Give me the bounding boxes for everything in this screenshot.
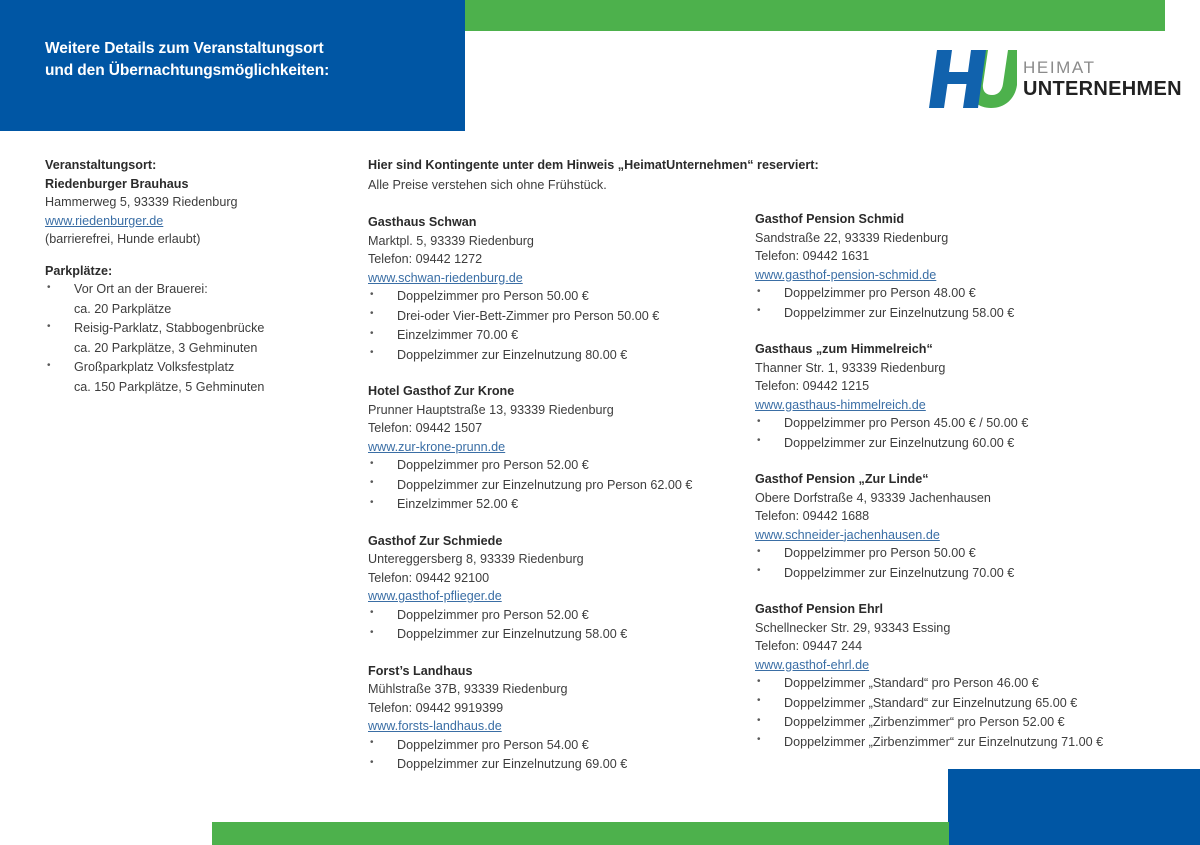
parking-item-detail: ca. 20 Parkplätze	[74, 301, 172, 316]
lodging-phone: Telefon: 09442 1272	[368, 252, 483, 266]
parking-item-title: Großparkplatz Volksfestplatz	[74, 360, 235, 375]
list-item: • Doppelzimmer pro Person 48.00 €	[755, 284, 1155, 304]
list-item: • Doppelzimmer zur Einzelnutzung 58.00 €	[755, 304, 1155, 324]
list-item: • Einzelzimmer 70.00 €	[368, 326, 743, 346]
parking-item-title: Reisig-Parklatz, Stabbogenbrücke	[74, 321, 265, 336]
top-green-accent-bar	[430, 0, 1165, 31]
reservation-headline: Hier sind Kontingente unter dem Hinweis „HeimatUnternehmen“ reserviert:	[368, 158, 819, 172]
lodging-address: Schellnecker Str. 29, 93343 Essing	[755, 620, 951, 635]
list-item: • Doppelzimmer zur Einzelnutzung 70.00 €	[755, 564, 1155, 584]
list-item: • Doppelzimmer pro Person 45.00 € / 50.00 €	[755, 414, 1155, 434]
lodging-website-link[interactable]: www.schneider-jachenhausen.de	[755, 527, 940, 542]
reservation-subline: Alle Preise verstehen sich ohne Frühstück.	[368, 177, 607, 192]
lodging-address: Prunner Hauptstraße 13, 93339 Riedenburg	[368, 402, 614, 417]
lodging-name: Gasthof Pension „Zur Linde“	[755, 472, 929, 487]
venue-name: Riedenburger Brauhaus	[45, 176, 189, 191]
venue-label: Veranstaltungsort:	[45, 158, 157, 172]
lodging-website-link[interactable]: www.forsts-landhaus.de	[368, 719, 502, 734]
lodging-phone: Telefon: 09442 1507	[368, 421, 483, 436]
lodging-rate-list	[368, 736, 743, 775]
list-item: • Drei-oder Vier-Bett-Zimmer pro Person 50.00 €	[368, 307, 743, 327]
lodging-address: Marktpl. 5, 93339 Riedenburg	[368, 233, 534, 248]
lodging-rate-list	[755, 544, 1155, 583]
list-item: • Doppelzimmer zur Einzelnutzung 69.00 €	[368, 755, 743, 775]
venue-address: Hammerweg 5, 93339 Riedenburg	[45, 195, 238, 209]
list-item	[45, 280, 345, 319]
lodging-entry	[368, 532, 743, 645]
lodging-rate-list	[368, 287, 743, 365]
list-item: • Doppelzimmer pro Person 52.00 €	[368, 606, 743, 626]
list-item: • Doppelzimmer zur Einzelnutzung 58.00 €	[368, 625, 743, 645]
lodging-website-link[interactable]: www.gasthof-pflieger.de	[368, 589, 502, 604]
lodging-address: Untereggersberg 8, 93339 Riedenburg	[368, 552, 584, 567]
venue-column	[45, 156, 345, 397]
lodging-address: Thanner Str. 1, 93339 Riedenburg	[755, 360, 946, 375]
lodging-entry	[368, 213, 743, 365]
lodging-entry	[755, 470, 1155, 583]
bottom-blue-accent-block	[948, 769, 1200, 845]
lodging-website-link[interactable]: www.zur-krone-prunn.de	[368, 439, 506, 454]
list-item: • Einzelzimmer 52.00 €	[368, 495, 743, 515]
lodging-entry	[755, 210, 1155, 323]
lodging-entry	[368, 662, 743, 775]
lodging-phone: Telefon: 09442 1688	[755, 509, 870, 524]
parking-list	[45, 280, 345, 397]
list-item: • Doppelzimmer zur Einzelnutzung 60.00 €	[755, 434, 1155, 454]
lodging-rate-list	[755, 284, 1155, 323]
list-item	[45, 319, 345, 358]
lodging-column-right	[755, 210, 1155, 752]
list-item: • Doppelzimmer „Standard“ zur Einzelnutzung 65.00 €	[755, 694, 1155, 714]
lodging-address: Mühlstraße 37B, 93339 Riedenburg	[368, 682, 568, 697]
list-item: • Doppelzimmer „Zirbenzimmer“ pro Person 52.00 €	[755, 713, 1155, 733]
parking-item-title: Vor Ort an der Brauerei:	[74, 282, 208, 296]
list-item: • Doppelzimmer zur Einzelnutzung 80.00 €	[368, 346, 743, 366]
list-item	[45, 358, 345, 397]
logo-wordmark	[1023, 59, 1182, 99]
lodging-rate-list	[368, 456, 743, 515]
lodging-rate-list	[755, 414, 1155, 453]
hu-monogram-icon	[925, 48, 1017, 110]
heimat-unternehmen-logo	[925, 48, 1182, 110]
lodging-entry	[368, 382, 743, 515]
lodging-website-link[interactable]: www.gasthof-ehrl.de	[755, 657, 870, 672]
list-item: • Doppelzimmer pro Person 52.00 €	[368, 456, 743, 476]
logo-word-unternehmen: UNTERNEHMEN	[1023, 78, 1182, 100]
page-title	[45, 38, 445, 82]
lodging-address: Obere Dorfstraße 4, 93339 Jachenhausen	[755, 490, 991, 505]
lodging-entry	[755, 600, 1155, 752]
list-item: • Doppelzimmer pro Person 50.00 €	[368, 287, 743, 307]
parking-item-detail: ca. 20 Parkplätze, 3 Gehminuten	[74, 340, 258, 355]
lodging-phone: Telefon: 09442 1215	[755, 379, 870, 394]
lodging-name: Hotel Gasthof Zur Krone	[368, 384, 515, 399]
list-item: • Doppelzimmer pro Person 54.00 €	[368, 736, 743, 756]
lodging-name: Gasthaus „zum Himmelreich“	[755, 342, 933, 357]
lodging-entry	[755, 340, 1155, 453]
lodging-rate-list	[368, 606, 743, 645]
lodging-website-link[interactable]: www.gasthaus-himmelreich.de	[755, 397, 926, 412]
lodging-phone: Telefon: 09442 92100	[368, 570, 490, 585]
lodging-name: Gasthof Pension Schmid	[755, 212, 905, 226]
venue-website-link[interactable]: www.riedenburger.de	[45, 213, 164, 228]
lodging-name: Gasthof Zur Schmiede	[368, 533, 503, 548]
list-item: • Doppelzimmer „Zirbenzimmer“ zur Einzelnutzung 71.00 €	[755, 733, 1155, 753]
lodging-phone: Telefon: 09447 244	[755, 639, 863, 654]
list-item: • Doppelzimmer zur Einzelnutzung pro Person 62.00 €	[368, 476, 743, 496]
list-item: • Doppelzimmer pro Person 50.00 €	[755, 544, 1155, 564]
parking-label: Parkplätze:	[45, 263, 113, 278]
list-item: • Doppelzimmer „Standard“ pro Person 46.00 €	[755, 674, 1155, 694]
page-title-line-2: und den Übernachtungsmöglichkeiten:	[45, 62, 330, 79]
lodging-name: Gasthof Pension Ehrl	[755, 602, 884, 617]
lodging-rate-list	[755, 674, 1155, 752]
lodging-name: Gasthaus Schwan	[368, 215, 477, 229]
lodging-address: Sandstraße 22, 93339 Riedenburg	[755, 230, 949, 245]
page-title-line-1: Weitere Details zum Veranstaltungsort	[45, 40, 324, 57]
lodging-website-link[interactable]: www.gasthof-pension-schmid.de	[755, 267, 937, 282]
lodging-phone: Telefon: 09442 1631	[755, 249, 870, 263]
venue-accessibility-note: (barrierefrei, Hunde erlaubt)	[45, 232, 201, 246]
bottom-green-accent-bar	[212, 822, 949, 845]
lodging-phone: Telefon: 09442 9919399	[368, 700, 504, 715]
lodging-name: Forst’s Landhaus	[368, 663, 473, 678]
logo-word-heimat: HEIMAT	[1023, 58, 1096, 77]
lodging-website-link[interactable]: www.schwan-riedenburg.de	[368, 270, 523, 285]
parking-item-detail: ca. 150 Parkplätze, 5 Gehminuten	[74, 379, 265, 394]
